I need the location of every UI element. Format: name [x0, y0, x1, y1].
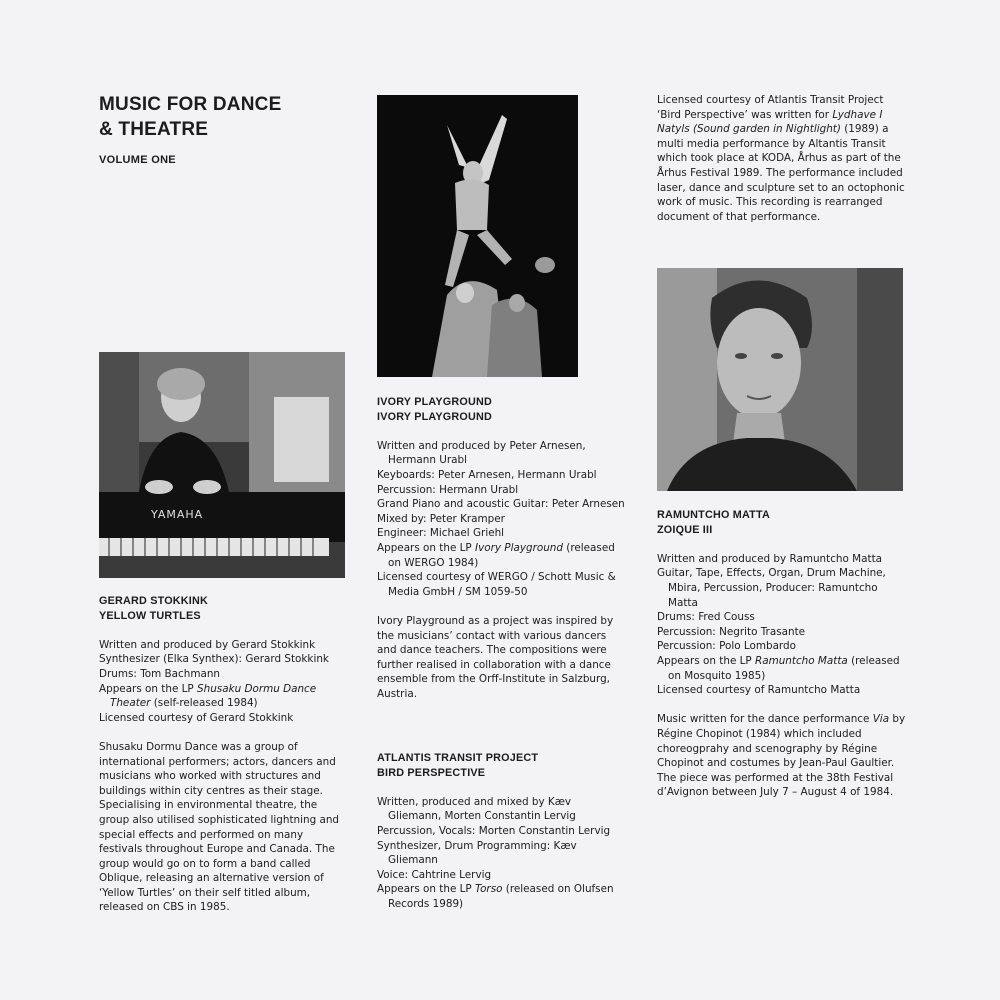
credit-line: Keyboards: Peter Arnesen, Hermann Urabl — [377, 468, 597, 481]
license-line: Licensed courtesy of Ramuntcho Matta — [657, 684, 861, 697]
intro-license: Licensed courtesy of Atlantis Transit Project — [657, 94, 884, 106]
lp-title: Ivory Playground — [475, 541, 563, 554]
credit-line: Written, produced and mixed by Kæv Gliemann, Morten Constantin Lervig — [377, 795, 576, 823]
credit-line: Written and produced by Peter Arnesen, Hermann Urabl — [377, 439, 586, 467]
description-paragraph: Music written for the dance performance Via by Régine Chopinot (1984) which included choreogprahy and scenography by Régine Chopinot and costumes by Jean-Paul Gaultier. The piece was performed at the 38th Festival d’Avignon between July 7 – August 4 of 1984. — [657, 713, 906, 799]
credit-line: Guitar, Tape, Effects, Organ, Drum Machine, Mbira, Percussion, Producer: Ramuntcho Matta — [657, 567, 886, 609]
lp-credit: Appears on the LP Torso (released on Olufsen Records 1989) — [377, 883, 614, 910]
credits-list — [377, 795, 627, 912]
artist-name: ATLANTIS TRANSIT PROJECT — [377, 752, 539, 764]
credit-line: Drums: Tom Bachmann — [99, 667, 221, 680]
lp-credit: Appears on the LP Shusaku Dormu Dance Theater (self-released 1984) — [99, 682, 317, 710]
page-title — [99, 92, 339, 142]
intro-paragraph: ‘Bird Perspective’ was written for Lydhave I Natyls (Sound garden in Nightlight) (1989) a multi media performance by Altantis Transit which took place at KODA, Århus as part of the Århus Festival 1989. The performance included laser, dance and sculpture set to an octophonic work of music. This recording is rearranged document of that performance. — [657, 108, 905, 223]
track-title: ZOIQUE III — [657, 523, 713, 536]
credit-line: Percussion: Polo Lombardo — [657, 640, 796, 653]
lp-credit: Appears on the LP Ivory Playground (released on WERGO 1984) — [377, 541, 615, 569]
credit-line: Grand Piano and acoustic Guitar: Peter Arnesen — [377, 498, 625, 511]
page-subtitle: VOLUME ONE — [99, 154, 176, 166]
column-ramuntcho-matta — [657, 508, 907, 800]
credits-list — [99, 638, 349, 726]
credit-line: Voice: Cahtrine Lervig — [377, 868, 492, 881]
license-line: Licensed courtesy of Gerard Stokkink — [99, 711, 294, 724]
work-title: Lydhave I Natyls (Sound garden in Nightlight) — [657, 108, 883, 136]
photo-dancers — [377, 95, 578, 377]
lp-credit: Appears on the LP Ramuntcho Matta (released on Mosquito 1985) — [657, 654, 900, 682]
work-title: Via — [872, 713, 890, 726]
track-title: YELLOW TURTLES — [99, 609, 201, 622]
credit-line: Mixed by: Peter Kramper — [377, 512, 505, 525]
artist-name: IVORY PLAYGROUND — [377, 396, 492, 408]
credit-line: Synthesizer, Drum Programming: Kæv Gliemann — [377, 839, 577, 867]
credit-line: Percussion: Hermann Urabl — [377, 483, 519, 496]
credit-line: Drums: Fred Couss — [657, 611, 755, 624]
lp-title: Ramuntcho Matta — [755, 654, 848, 667]
description-paragraph: Shusaku Dormu Dance was a group of international performers; actors, dancers and musicians who worked with structures and buildings within city centres as their stage. Specialising in environmental theatre, the group also utilised sophisticated lightning and special effects and performed on many festivals throughout Europe and Canada. The group would go on to form a band called Oblique, releasing an alternative version of ‘Yellow Turtles’ on their self titled album, released on CBS in 1985. — [99, 740, 340, 914]
credits-list — [657, 552, 907, 698]
column-ivory-playground — [377, 395, 627, 701]
description-paragraph: Ivory Playground as a project was inspired by the musicians’ contact with various dancers and dance teachers. The compositions were further realised in collaboration with a dance ensemble from the Orff-Institute in Salzburg, Austria. — [377, 614, 614, 700]
artist-name: GERARD STOKKINK — [99, 595, 208, 607]
credits-list — [377, 439, 627, 600]
photo-ramuntcho-matta — [657, 268, 903, 491]
credit-line: Synthesizer (Elka Synthex): Gerard Stokkink — [99, 653, 329, 666]
title-line-2: & THEATRE — [99, 119, 209, 140]
photo-ivory-playground — [377, 95, 578, 377]
credit-line: Written and produced by Gerard Stokkink — [99, 638, 316, 651]
photo-keyboard-player — [99, 352, 345, 578]
photo-portrait — [657, 268, 903, 491]
credit-line: Percussion, Vocals: Morten Constantin Lervig — [377, 824, 611, 837]
column-atlantis-transit — [377, 751, 627, 912]
credit-line: Percussion: Negrito Trasante — [657, 625, 806, 638]
track-title: BIRD PERSPECTIVE — [377, 766, 486, 779]
track-title: IVORY PLAYGROUND — [377, 410, 492, 423]
license-line: Licensed courtesy of WERGO / Schott Music & Media GmbH / SM 1059-50 — [377, 571, 616, 598]
photo-gerard-stokkink — [99, 352, 345, 578]
lp-title: Shusaku Dormu Dance Theater — [110, 682, 317, 710]
credit-line: Engineer: Michael Griehl — [377, 527, 505, 540]
credit-line: Written and produced by Ramuntcho Matta — [657, 552, 883, 565]
column-gerard-stokkink — [99, 594, 349, 915]
photo-brand-text: YAMAHA — [151, 508, 204, 521]
artist-name: RAMUNTCHO MATTA — [657, 509, 770, 521]
title-line-1: MUSIC FOR DANCE — [99, 94, 282, 115]
column-atlantis-intro — [657, 93, 905, 224]
lp-title: Torso — [475, 883, 503, 896]
